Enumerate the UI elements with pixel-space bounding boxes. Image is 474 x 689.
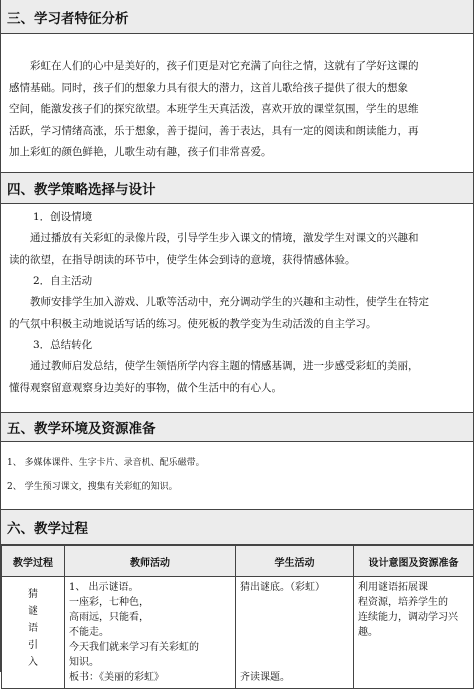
teacher-line: 一座彩，七种色， bbox=[69, 597, 149, 608]
teacher-line: 今天我们就来学习有关彩虹的 bbox=[69, 642, 199, 653]
intent-line: 连续能力，调动学习兴 bbox=[358, 612, 458, 623]
section-6-heading bbox=[1, 509, 473, 545]
col-header-intent: 设计意图及资源准备 bbox=[354, 546, 474, 577]
intent-line: 趣。 bbox=[358, 627, 378, 638]
intent-line: 利用谜语拓展课 bbox=[358, 582, 428, 593]
stage-cell bbox=[2, 577, 65, 689]
section-3-line: 活跃，学习情绪高涨，乐于想象，善于提问，善于表达，具有一定的阅读和朗读能力，再 bbox=[9, 124, 419, 137]
resource-item: 2、 学生预习课文，搜集有关彩虹的知识。 bbox=[7, 482, 178, 492]
strategy-heading: 1．创设情境 bbox=[33, 211, 93, 223]
table-row bbox=[2, 577, 474, 689]
teacher-line: 板书：《美丽的彩虹》 bbox=[69, 672, 164, 683]
teacher-line: 不能走。 bbox=[69, 627, 109, 638]
section-5-heading bbox=[1, 412, 473, 442]
strategy-line: 通过播放有关彩虹的录像片段，引导学生步入课文的情境，激发学生对课文的兴趣和 bbox=[30, 232, 419, 244]
section-5-title: 五、教学环境及资源准备 bbox=[7, 421, 156, 437]
section-6-title: 六、教学过程 bbox=[7, 521, 88, 537]
teacher-line: 1、 出示谜语。 bbox=[69, 582, 139, 593]
strategy-line: 教师安排学生加入游戏、儿歌等活动中，充分调动学生的兴趣和主动性，使学生在特定 bbox=[30, 296, 429, 308]
strategy-line: 通过教师启发总结，使学生领悟所学内容主题的情感基调，进一步感受彩虹的美丽， bbox=[30, 360, 419, 372]
section-3-title: 三、学习者特征分析 bbox=[7, 10, 129, 27]
section-4-heading bbox=[1, 172, 473, 204]
strategy-line: 的气氛中积极主动地说话写话的练习。使死板的教学变为生动活泼的自主学习。 bbox=[9, 317, 377, 330]
strategy-heading: 3．总结转化 bbox=[33, 339, 93, 351]
student-line: 猜出谜底。（彩虹） bbox=[240, 582, 325, 593]
section-3-body bbox=[1, 34, 473, 172]
student-line: 齐读课题。 bbox=[240, 672, 290, 683]
strategy-line: 读的欲望，在指导朗读的环节中，使学生体会到诗的意境，获得情感体验。 bbox=[9, 253, 356, 266]
col-header-student: 学生活动 bbox=[236, 546, 354, 577]
strategy-heading: 2．自主活动 bbox=[33, 275, 93, 287]
col-header-teacher: 教师活动 bbox=[65, 546, 236, 577]
teacher-line: 高雨远，只能看， bbox=[69, 612, 149, 623]
teacher-activity-cell bbox=[65, 577, 236, 689]
col-header-stage: 教学过程 bbox=[2, 546, 65, 577]
teacher-line: 知识。 bbox=[69, 657, 99, 668]
section-3-line: 空间，能激发孩子们的探究欲望。本班学生天真活泼，喜欢开放的课堂氛围，学生的思维 bbox=[9, 103, 419, 115]
resource-item: 1、 多媒体课件、生字卡片、录音机、配乐磁带。 bbox=[7, 458, 205, 468]
section-3-line: 感情基础。同时，孩子们的想象力具有很大的潜力，这首儿歌给孩子提供了很大的想象 bbox=[9, 81, 408, 94]
section-3-heading bbox=[1, 0, 473, 34]
section-3-line: 彩虹在人们的心中是美好的，孩子们更是对它充满了向往之情，这就有了学好这课的 bbox=[30, 60, 419, 72]
section-3-line: 加上彩虹的颜色鲜艳，儿歌生动有趣，孩子们非常喜爱。 bbox=[9, 146, 272, 158]
intent-line: 程资源，培养学生的 bbox=[358, 597, 448, 608]
table-header-row bbox=[2, 546, 474, 577]
teaching-process-table bbox=[1, 545, 474, 689]
student-activity-cell bbox=[236, 577, 354, 689]
strategy-line: 懂得观察留意观察身边美好的事物，做个生活中的有心人。 bbox=[9, 381, 282, 394]
section-5-body bbox=[1, 442, 473, 509]
design-intent-cell bbox=[354, 577, 474, 689]
section-4-title: 四、教学策略选择与设计 bbox=[7, 182, 156, 198]
stage-label: 猜 谜 语 引 入 bbox=[28, 589, 38, 668]
section-4-body bbox=[1, 204, 473, 412]
